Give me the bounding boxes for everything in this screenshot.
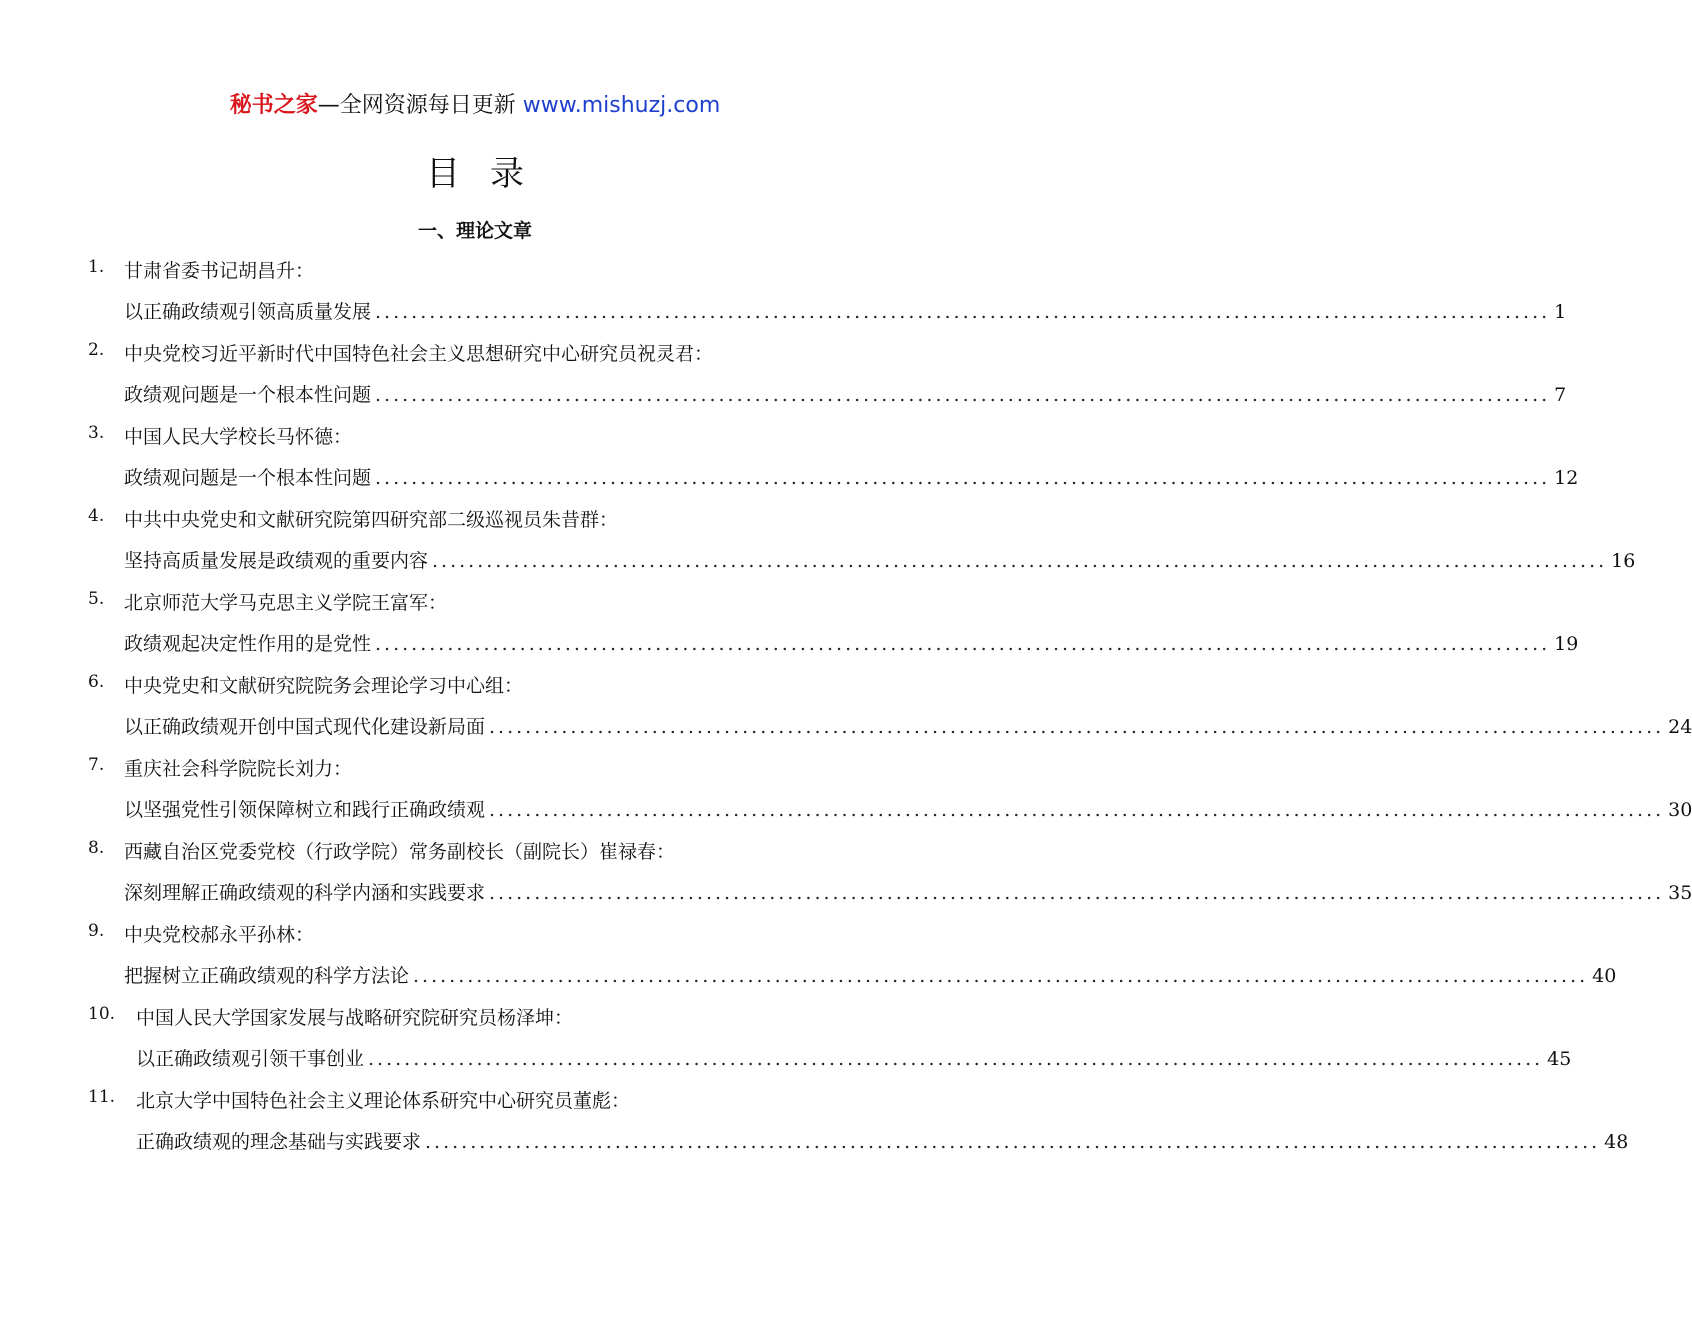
- header-tagline: —全网资源每日更新: [317, 93, 523, 118]
- entry-number: 7.: [88, 755, 105, 775]
- entry-number: 8.: [88, 838, 105, 858]
- entry-title: 以坚强党性引领保障树立和践行正确政绩观: [124, 799, 486, 821]
- entry-title: 政绩观问题是一个根本性问题: [124, 467, 372, 489]
- section-heading: 一、理论文章: [417, 220, 532, 242]
- table-of-contents: [88, 252, 1692, 1165]
- entry-title: 以正确政绩观引领高质量发展: [124, 301, 372, 323]
- brand-name: 秘书之家: [229, 93, 318, 118]
- dot-leader: ..................................................................................................................................: [432, 550, 1608, 572]
- entry-title: 政绩观起决定性作用的是党性: [124, 633, 372, 655]
- dot-leader: ..................................................................................................................................: [489, 882, 1665, 904]
- entry-author: 重庆社会科学院院长刘力：: [124, 758, 353, 780]
- entry-title: 正确政绩观的理念基础与实践要求: [136, 1131, 422, 1153]
- entry-page: 45: [1547, 1048, 1572, 1070]
- toc-entry[interactable]: [88, 999, 1572, 1082]
- entry-page: 30: [1668, 799, 1692, 821]
- entry-number: 11.: [88, 1087, 116, 1107]
- entry-author: 西藏自治区党委党校（行政学院）常务副校长（副院长）崔禄春：: [124, 841, 676, 863]
- entry-page: 1: [1554, 301, 1567, 323]
- entry-author: 中国人民大学校长马怀德：: [124, 426, 353, 448]
- entry-title: 深刻理解正确政绩观的科学内涵和实践要求: [124, 882, 486, 904]
- dot-leader: ..................................................................................................................................: [413, 965, 1589, 987]
- entry-number: 2.: [88, 340, 105, 360]
- toc-entry[interactable]: [88, 1082, 1629, 1165]
- toc-entry[interactable]: [88, 335, 1567, 418]
- toc-entry[interactable]: [88, 916, 1617, 999]
- entry-title: 以正确政绩观开创中国式现代化建设新局面: [124, 716, 486, 738]
- entry-title: 政绩观问题是一个根本性问题: [124, 384, 372, 406]
- page-title: 目录: [426, 154, 554, 194]
- entry-author: 中国人民大学国家发展与战略研究院研究员杨泽坤：: [136, 1007, 574, 1029]
- entry-author: 中共中央党史和文献研究院第四研究部二级巡视员朱昔群：: [124, 509, 619, 531]
- toc-entry[interactable]: [88, 750, 1692, 833]
- entry-title: 以正确政绩观引领干事创业: [136, 1048, 365, 1070]
- dot-leader: ..................................................................................................................................: [489, 716, 1665, 738]
- entry-number: 1.: [88, 257, 105, 277]
- entry-number: 3.: [88, 423, 105, 443]
- entry-page: 12: [1554, 467, 1579, 489]
- entry-page: 19: [1554, 633, 1579, 655]
- entry-author: 北京大学中国特色社会主义理论体系研究中心研究员董彪：: [136, 1090, 631, 1112]
- dot-leader: ..................................................................................................................................: [375, 633, 1551, 655]
- site-header: [0, 88, 950, 119]
- entry-author: 中央党校郝永平孙林：: [124, 924, 315, 946]
- entry-page: 16: [1611, 550, 1636, 572]
- dot-leader: ..................................................................................................................................: [368, 1048, 1544, 1070]
- dot-leader: ..................................................................................................................................: [375, 467, 1551, 489]
- entry-author: 甘肃省委书记胡昌升：: [124, 260, 315, 282]
- dot-leader: ..................................................................................................................................: [375, 301, 1551, 323]
- dot-leader: ..................................................................................................................................: [489, 799, 1665, 821]
- entry-number: 10.: [88, 1004, 116, 1024]
- entry-author: 中央党校习近平新时代中国特色社会主义思想研究中心研究员祝灵君：: [124, 343, 714, 365]
- toc-entry[interactable]: [88, 667, 1692, 750]
- entry-number: 9.: [88, 921, 105, 941]
- dot-leader: ..................................................................................................................................: [425, 1131, 1601, 1153]
- entry-page: 24: [1668, 716, 1692, 738]
- entry-page: 7: [1554, 384, 1567, 406]
- toc-entry[interactable]: [88, 584, 1579, 667]
- entry-page: 40: [1592, 965, 1617, 987]
- entry-title: 坚持高质量发展是政绩观的重要内容: [124, 550, 429, 572]
- toc-entry[interactable]: [88, 501, 1636, 584]
- toc-entry[interactable]: [88, 418, 1579, 501]
- entry-page: 48: [1604, 1131, 1629, 1153]
- entry-page: 35: [1668, 882, 1692, 904]
- entry-author: 中央党史和文献研究院院务会理论学习中心组：: [124, 675, 524, 697]
- entry-author: 北京师范大学马克思主义学院王富军：: [124, 592, 448, 614]
- entry-number: 4.: [88, 506, 105, 526]
- entry-title: 把握树立正确政绩观的科学方法论: [124, 965, 410, 987]
- entry-number: 5.: [88, 589, 105, 609]
- header-url[interactable]: www.mishuzj.com: [522, 93, 721, 118]
- toc-entry[interactable]: [88, 833, 1692, 916]
- dot-leader: ..................................................................................................................................: [375, 384, 1551, 406]
- toc-entry[interactable]: [88, 252, 1567, 335]
- entry-number: 6.: [88, 672, 105, 692]
